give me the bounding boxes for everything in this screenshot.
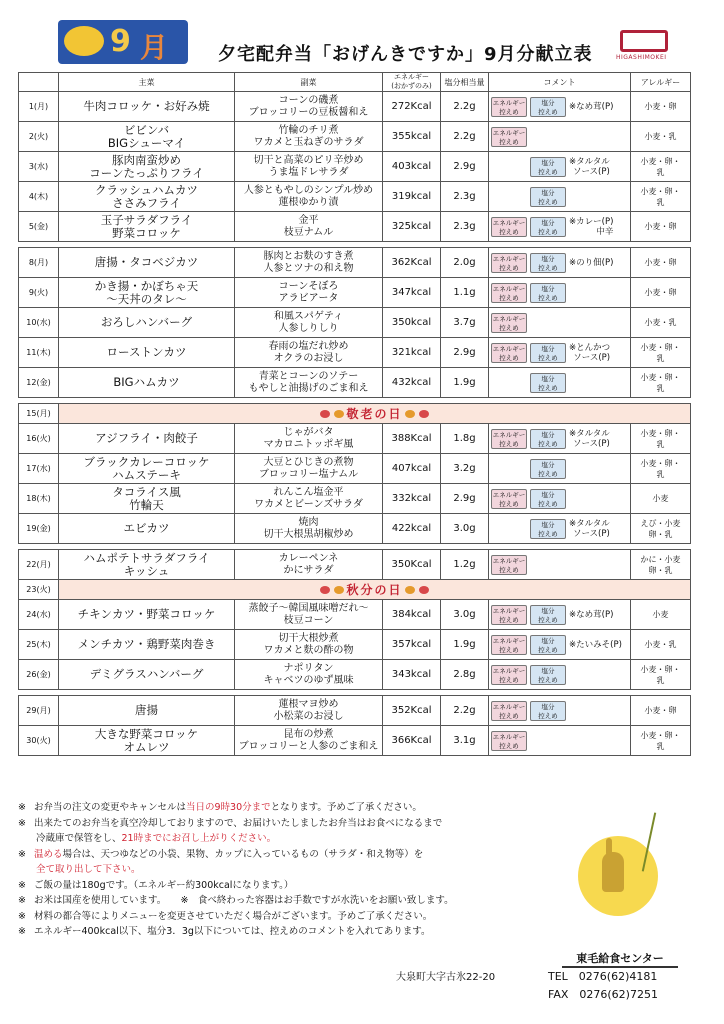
salt-low-badge: 塩分 控えめ [530,187,566,207]
comment-cell [489,454,631,484]
energy-value: 407kcal [383,454,441,484]
comment-cell [489,630,631,660]
comment-cell [489,92,631,122]
menu-row [19,308,691,338]
allergy-info: 小麦 [631,600,691,630]
holiday-cell [59,404,691,424]
row-date: 25(木) [19,630,59,660]
allergy-info: 小麦・卵 [631,212,691,242]
row-date: 8(月) [19,248,59,278]
comment-cell [489,550,631,580]
row-date: 29(月) [19,696,59,726]
menu-row [19,338,691,368]
holiday-name: 敬老の日 [346,407,403,421]
side-dish: 蒸餃子〜韓国風味噌だれ〜 枝豆コーン [235,600,383,630]
brand-caption: HIGASHIMOKEI [616,54,667,61]
menu-row [19,660,691,690]
allergy-info: 小麦・卵・ 乳 [631,660,691,690]
main-dish: ハムポテトサラダフライ キッシュ [59,550,235,580]
row-date: 2(火) [19,122,59,152]
comment-cell [489,152,631,182]
menu-row [19,182,691,212]
note-emphasis: 当日の9時30分まで [185,802,271,813]
comment-note: ※のり佃(P) [569,257,614,268]
salt-value: 3.0g [441,600,489,630]
menu-row [19,122,691,152]
row-date: 26(金) [19,660,59,690]
comment-note: ※カレー(P) 中辛 [569,216,614,237]
menu-row [19,550,691,580]
menu-table [18,72,691,756]
side-dish: じゃがバタ マカロニトッポギ風 [235,424,383,454]
salt-value: 2.2g [441,92,489,122]
side-dish: ナポリタン キャベツのゆず風味 [235,660,383,690]
leaf-icon [419,586,429,594]
leaf-icon [405,410,415,418]
energy-value: 352Kcal [383,696,441,726]
side-dish: 焼肉 切干大根黒胡椒炒め [235,514,383,544]
allergy-info: 小麦・卵 [631,248,691,278]
main-dish: ローストンカツ [59,338,235,368]
comment-cell [489,726,631,756]
main-dish: おろしハンバーグ [59,308,235,338]
comment-note: ※なめ茸(P) [569,609,614,620]
energy-low-badge: エネルギー 控えめ [492,606,526,624]
comment-cell [489,182,631,212]
company-name: 東毛給食センター [562,950,678,968]
allergy-header: アレルギー [631,73,691,92]
energy-low-badge: エネルギー 控えめ [492,490,526,508]
allergy-info: 小麦・卵・ 乳 [631,152,691,182]
allergy-info: 小麦・卵・ 乳 [631,454,691,484]
main-dish: クラッシュハムカツ ささみフライ [59,182,235,212]
allergy-info: えび・小麦 卵・乳 [631,514,691,544]
salt-value: 1.9g [441,630,489,660]
energy-value: 403kcal [383,152,441,182]
menu-row [19,152,691,182]
main-dish: 豚肉南蛮炒め コーンたっぷりフライ [59,152,235,182]
salt-low-badge: 塩分 控えめ [530,217,566,237]
main-dish: 大きな野菜コロッケ オムレツ [59,726,235,756]
side-dish-header: 副菜 [235,73,383,92]
note-emphasis: 温める [33,848,63,860]
energy-value: 350kcal [383,308,441,338]
salt-value: 2.8g [441,660,489,690]
allergy-info: 小麦・卵 [631,278,691,308]
holiday-row [19,404,691,424]
holiday-row [19,580,691,600]
main-dish: BIGハムカツ [59,368,235,398]
energy-value: 432kcal [383,368,441,398]
salt-low-badge: 塩分 控えめ [530,519,566,539]
salt-low-badge: 塩分 控えめ [530,489,566,509]
energy-value: 347kcal [383,278,441,308]
allergy-info: 小麦・卵 [631,696,691,726]
energy-low-badge: エネルギー 控えめ [492,284,526,302]
side-dish: コーンの磯煮 ブロッコリーの豆板醤和え [235,92,383,122]
sun-icon [64,26,104,56]
main-dish-header: 主菜 [59,73,235,92]
side-dish: カレーペンネ かにサラダ [235,550,383,580]
comment-cell [489,514,631,544]
comment-note: ※とんかつ ソース(P) [569,342,611,363]
note-line [18,862,578,878]
note-line [18,800,578,816]
menu-row [19,696,691,726]
salt-value: 2.9g [441,152,489,182]
leaf-icon [334,586,344,594]
menu-row [19,600,691,630]
allergy-info: 小麦 [631,484,691,514]
menu-row [19,424,691,454]
side-dish: コーンそぼろ アラビアータ [235,278,383,308]
note-mark: ※ [18,802,26,813]
note-line [18,893,578,909]
side-dish: 大豆とひじきの煮物 ブロッコリー塩ナムル [235,454,383,484]
month-logo [58,20,188,64]
menu-row [19,278,691,308]
note-text: 場合は、天つゆなどの小袋、果物、カップに入っているもの（サラダ・和え物等）を [62,848,424,860]
row-date: 22(月) [19,550,59,580]
energy-low-badge: エネルギー 控えめ [492,636,526,654]
row-date: 24(水) [19,600,59,630]
main-dish: メンチカツ・鶏野菜肉巻き [59,630,235,660]
salt-value: 2.9g [441,484,489,514]
note-text: エネルギー400kcal以下、塩分3．3g以下については、控えめのコメントを入れてあります。 [33,926,431,937]
holiday-cell [59,580,691,600]
energy-low-badge: エネルギー 控えめ [492,556,526,574]
row-date: 9(火) [19,278,59,308]
main-dish: アジフライ・肉餃子 [59,424,235,454]
row-date: 11(木) [19,338,59,368]
company-address: 大泉町大字古氷22-20 [396,972,496,983]
side-dish: 昆布の炒煮 ブロッコリーと人参のごま和え [235,726,383,756]
row-date: 12(金) [19,368,59,398]
company-fax: FAX 0276(62)7251 [548,988,658,1001]
row-date: 4(木) [19,182,59,212]
energy-low-badge: エネルギー 控えめ [492,218,526,236]
salt-value: 1.2g [441,550,489,580]
comment-cell [489,424,631,454]
side-dish: 和風スパゲティ 人参しりしり [235,308,383,338]
comment-cell [489,484,631,514]
note-text: ご飯の量は180gです。（エネルギー約300kcalになります。） [33,879,294,891]
leaf-icon [405,586,415,594]
salt-low-badge: 塩分 控えめ [530,157,566,177]
side-dish: 竹輪のチリ煮 ワカメと玉ねぎのサラダ [235,122,383,152]
month-kanji: 月 [140,31,169,64]
salt-value: 2.0g [441,248,489,278]
leaf-icon [334,410,344,418]
note-text: 出来たてのお弁当を真空冷却しておりますので、お届けいたしましたお弁当はお食べになるまで [33,817,443,829]
note-emphasis: 21時までにお召し上がりください。 [121,833,277,844]
energy-low-badge: エネルギー 控えめ [492,344,526,362]
row-date: 5(金) [19,212,59,242]
comment-note: ※タルタル ソース(P) [569,156,610,177]
bento-box-icon [620,30,668,52]
salt-value: 3.2g [441,454,489,484]
main-dish: エビカツ [59,514,235,544]
energy-value: 355kcal [383,122,441,152]
note-line [18,924,578,940]
menu-row [19,630,691,660]
note-line [18,816,578,832]
salt-low-badge: 塩分 控えめ [530,97,566,117]
energy-value: 350Kcal [383,550,441,580]
comment-cell [489,696,631,726]
row-date: 19(金) [19,514,59,544]
comment-header: コメント [489,73,631,92]
salt-value: 3.7g [441,308,489,338]
energy-header: エネルギー (おかずのみ) [383,73,441,92]
energy-low-badge: エネルギー 控えめ [492,666,526,684]
allergy-info: 小麦・卵・ 乳 [631,726,691,756]
energy-value: 384kcal [383,600,441,630]
salt-value: 3.1g [441,726,489,756]
energy-value: 332kcal [383,484,441,514]
row-date: 15(月) [19,404,59,424]
salt-low-badge: 塩分 控えめ [530,459,566,479]
comment-note: ※たいみそ(P) [569,639,622,650]
side-dish: 春雨の塩だれ炒め オクラのお浸し [235,338,383,368]
energy-value: 325kcal [383,212,441,242]
note-line [18,831,578,847]
energy-value: 362Kcal [383,248,441,278]
row-date: 10(水) [19,308,59,338]
row-date: 16(火) [19,424,59,454]
energy-value: 366Kcal [383,726,441,756]
row-date: 1(月) [19,92,59,122]
side-dish: れんこん塩金平 ワカメとビーンズサラダ [235,484,383,514]
comment-cell [489,368,631,398]
allergy-info: 小麦・乳 [631,308,691,338]
salt-value: 1.8g [441,424,489,454]
energy-value: 272Kcal [383,92,441,122]
row-date: 3(水) [19,152,59,182]
energy-value: 321kcal [383,338,441,368]
allergy-info: かに・小麦 卵・乳 [631,550,691,580]
salt-value: 2.9g [441,338,489,368]
header [0,0,724,72]
leaf-icon [320,586,330,594]
main-dish: デミグラスハンバーグ [59,660,235,690]
comment-cell [489,248,631,278]
salt-value: 1.9g [441,368,489,398]
comment-cell [489,338,631,368]
moon-rabbit-illustration [564,812,684,932]
leaf-icon [320,410,330,418]
date-header [19,73,59,92]
menu-row [19,726,691,756]
menu-row [19,484,691,514]
main-dish: ブラックカレーコロッケ ハムステーキ [59,454,235,484]
menu-row [19,514,691,544]
side-dish: 切干大根炒煮 ワカメと麩の酢の物 [235,630,383,660]
side-dish: 人参ともやしのシンプル炒め 蓮根ゆかり漬 [235,182,383,212]
month-number: 9 [110,24,131,59]
salt-low-badge: 塩分 控えめ [530,343,566,363]
menu-row [19,92,691,122]
energy-low-badge: エネルギー 控えめ [492,314,526,332]
main-dish: 牛肉コロッケ・お好み焼 [59,92,235,122]
row-date: 23(火) [19,580,59,600]
allergy-info: 小麦・卵・ 乳 [631,368,691,398]
holiday-name: 秋分の日 [346,583,403,597]
note-text: お弁当の注文の変更やキャンセルは [33,802,186,813]
salt-value: 2.3g [441,182,489,212]
salt-low-badge: 塩分 控えめ [530,253,566,273]
note-line [18,847,578,863]
company-tel: TEL 0276(62)4181 [548,970,658,983]
energy-value: 422kcal [383,514,441,544]
salt-low-badge: 塩分 控えめ [530,605,566,625]
menu-row [19,454,691,484]
note-mark: ※ [18,895,26,906]
energy-low-badge: エネルギー 控えめ [492,98,526,116]
salt-low-badge: 塩分 控えめ [530,665,566,685]
notes [18,800,578,940]
allergy-info: 小麦・卵・ 乳 [631,424,691,454]
salt-value: 2.2g [441,696,489,726]
main-dish: かき揚・かぼちゃ天 〜天丼のタレ〜 [59,278,235,308]
comment-cell [489,278,631,308]
main-dish: タコライス風 竹輪天 [59,484,235,514]
comment-note: ※タルタル ソース(P) [569,428,610,449]
brand-logo [612,22,670,66]
note-text: 冷蔵庫で保管をし、 [36,833,122,844]
main-dish: ビビンバ BIGシューマイ [59,122,235,152]
energy-low-badge: エネルギー 控えめ [492,254,526,272]
energy-value: 357kcal [383,630,441,660]
salt-low-badge: 塩分 控えめ [530,283,566,303]
comment-cell [489,122,631,152]
menu-row [19,368,691,398]
menu-row [19,248,691,278]
note-text: となります。予めご了承ください。 [270,802,422,813]
energy-low-badge: エネルギー 控えめ [492,430,526,448]
note-mark: ※ [18,848,26,860]
side-dish: 切干と高菜のピリ辛炒め うま塩ドレサラダ [235,152,383,182]
note-emphasis: 全て取り出して下さい。 [36,864,141,875]
comment-cell [489,600,631,630]
allergy-info: 小麦・卵 [631,92,691,122]
leaf-icon [419,410,429,418]
side-dish: 青菜とコーンのソテー もやしと油揚げのごま和え [235,368,383,398]
salt-low-badge: 塩分 控えめ [530,373,566,393]
row-date: 18(木) [19,484,59,514]
note-text: 材料の都合等によりメニューを変更させていただく場合がございます。予めご了承ください。 [33,910,433,922]
salt-low-badge: 塩分 控えめ [530,701,566,721]
note-mark: ※ [18,879,26,891]
page-title: 夕宅配弁当「おげんきですか」9月分献立表 [218,44,593,65]
side-dish: 蓮根マヨ炒め 小松菜のお浸し [235,696,383,726]
energy-low-badge: エネルギー 控えめ [492,702,526,720]
main-dish: 唐揚 [59,696,235,726]
energy-value: 388Kcal [383,424,441,454]
note-text: お米は国産を使用しています。 ※ 食べ終わった容器はお手数ですが水洗いをお願い致します。 [33,895,454,906]
energy-low-badge: エネルギー 控えめ [492,732,526,750]
comment-cell [489,212,631,242]
main-dish: 唐揚・タコベジカツ [59,248,235,278]
menu-row [19,212,691,242]
allergy-info: 小麦・卵・ 乳 [631,338,691,368]
salt-low-badge: 塩分 控えめ [530,635,566,655]
rabbit-icon [602,852,624,892]
row-date: 17(水) [19,454,59,484]
salt-value: 1.1g [441,278,489,308]
side-dish: 豚肉とお麩のすき煮 人参とツナの和え物 [235,248,383,278]
salt-value: 2.2g [441,122,489,152]
comment-note: ※タルタル ソース(P) [569,518,610,539]
row-date: 30(火) [19,726,59,756]
comment-cell [489,308,631,338]
allergy-info: 小麦・卵・ 乳 [631,182,691,212]
main-dish: チキンカツ・野菜コロッケ [59,600,235,630]
note-mark: ※ [18,926,26,937]
energy-low-badge: エネルギー 控えめ [492,128,526,146]
salt-header: 塩分相当量 [441,73,489,92]
note-line [18,878,578,894]
energy-value: 343kcal [383,660,441,690]
salt-value: 2.3g [441,212,489,242]
note-mark: ※ [18,817,26,829]
energy-value: 319kcal [383,182,441,212]
side-dish: 金平 枝豆ナムル [235,212,383,242]
main-dish: 玉子サラダフライ 野菜コロッケ [59,212,235,242]
note-line [18,909,578,925]
note-mark: ※ [18,910,26,922]
table-header-row [19,73,691,92]
allergy-info: 小麦・乳 [631,122,691,152]
allergy-info: 小麦・乳 [631,630,691,660]
salt-low-badge: 塩分 控えめ [530,429,566,449]
salt-value: 3.0g [441,514,489,544]
comment-cell [489,660,631,690]
comment-note: ※なめ茸(P) [569,101,614,112]
